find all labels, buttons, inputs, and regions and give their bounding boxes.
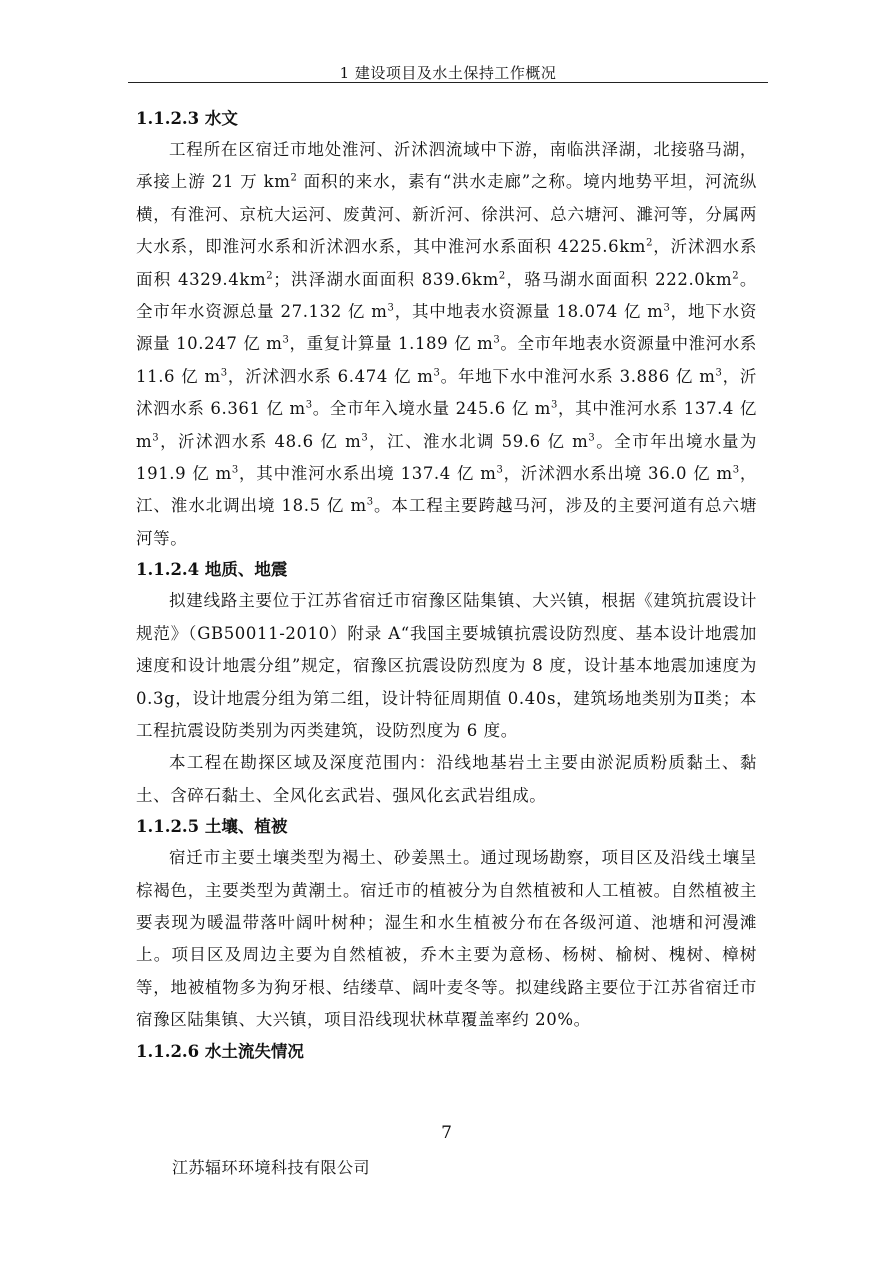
paragraph-soil-vegetation: 宿迁市主要土壤类型为褐土、砂姜黑土。通过现场勘察，项目区及沿线土壤呈棕褐色，主要类型为黄潮土。宿迁市的植被分为自然植被和人工植被。自然植被主要表现为暖温带落叶阔叶树种；湿生和水生植被分布在各级河道、池塘和河漫滩上。项目区及周边主要为自然植被，乔木主要为意杨、杨树、榆树、槐树、樟树等，地被植物多为狗牙根、结缕草、阔叶麦冬等。拟建线路主要位于江苏省宿迁市宿豫区陆集镇、大兴镇，项目沿线现状林草覆盖率约 20%。 [136,848,757,1030]
running-header: 1 建设项目及水土保持工作概况 [339,64,557,82]
header-rule [128,82,768,83]
section-heading-soil: 1.1.2.5 土壤、植被 [136,817,288,837]
paragraph-geology-seismic: 拟建线路主要位于江苏省宿迁市宿豫区陆集镇、大兴镇，根据《建筑抗震设计规范》（GB50011-2010）附录 A“我国主要城镇抗震设防烈度、基本设计地震加速度和设计地震分组”规定，宿豫区抗震设防烈度为 8 度，设计基本地震加速度为 0.3g，设计地震分组为第二组，设计特征周期值 0.40s，建筑场地类别为Ⅱ类；本工程抗震设防类别为丙类建筑，设防烈度为 6 度。 [136,591,757,740]
paragraph-geology-strata: 本工程在勘探区域及深度范围内：沿线地基岩土主要由淤泥质粉质黏土、黏土、含碎石黏土、全风化玄武岩、强风化玄武岩组成。 [136,753,757,805]
paragraph-hydrology: 工程所在区宿迁市地处淮河、沂沭泗流域中下游，南临洪泽湖，北接骆马湖，承接上游 21 万 $km^2$ 面积的来水，素有“洪水走廊”之称。境内地势平坦，河流纵横，有淮河、京杭大运河、废黄河、新沂河、徐洪河、总六塘河、濉河等，分属两大水系，即淮河水系和沂沭泗水系，其中淮河水系面积 $4225.6km^2$，沂沭泗水系面积 $4329.4km^2$；洪泽湖水面面积 $839.6km^2$，骆马湖水面面积 $222.0km^2$。全市年水资源总量 27.132 亿 $m^3$，其中地表水资源量 18.074 亿 $m^3$，地下水资源量 10.247 亿 $m^3$，重复计算量 1.189 亿 $m^3$。全市年地表水资源量中淮河水系 11.6 亿 $m^3$，沂沭泗水系 6.474 亿 $m^3$。年地下水中淮河水系 3.886 亿 $m^3$，沂沭泗水系 6.361 亿 $m^3$。全市年入境水量 245.6 亿 $m^3$，其中淮河水系 137.4 亿 $m^3$，沂沭泗水系 48.6 亿 $m^3$，江、淮水北调 59.6 亿 $m^3$。全市年出境水量为 191.9 亿 $m^3$，其中淮河水系出境 137.4 亿 $m^3$，沂沭泗水系出境 36.0 亿 $m^3$，江、淮水北调出境 18.5 亿 $m^3$。本工程主要跨越马河，涉及的主要河道有总六塘河等。 [136,140,758,548]
section-heading-geology: 1.1.2.4 地质、地震 [136,560,288,580]
footer-company: 江苏辐环环境科技有限公司 [172,1158,371,1177]
section-heading-hydrology: 1.1.2.3 水文 [136,109,238,128]
document-body [136,104,757,1067]
section-heading-erosion: 1.1.2.6 水土流失情况 [136,1041,304,1061]
page-number: 7 [441,1123,452,1143]
